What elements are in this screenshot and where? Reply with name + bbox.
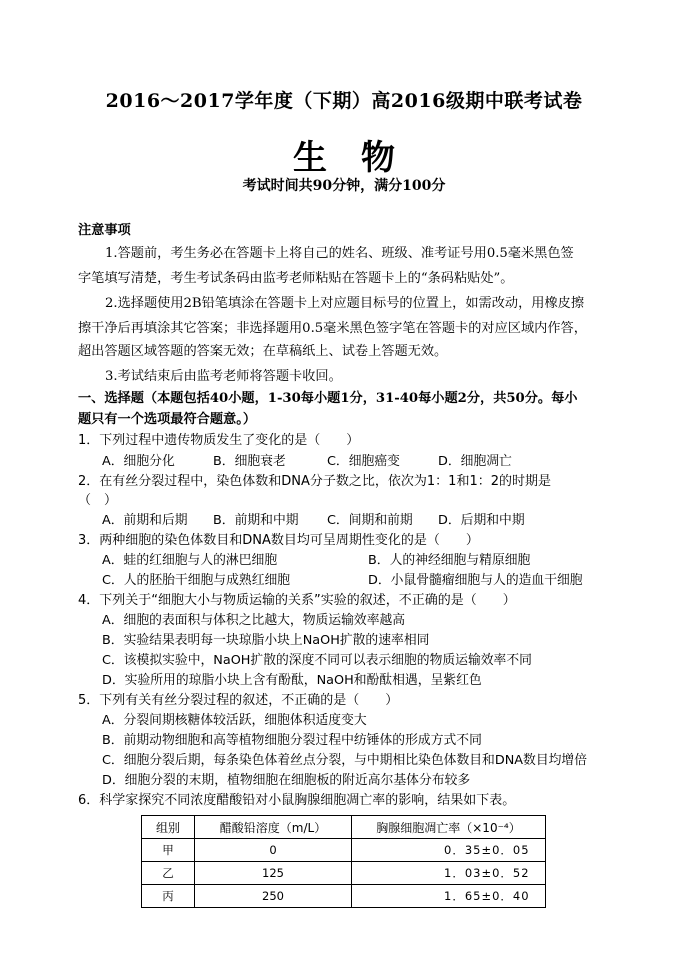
note-line: 擦干净后再填涂其它答案；非选择题用0.5毫米黑色签字笔在答题卡的对应区域内作答， xyxy=(78,321,587,336)
table-cell: 250 xyxy=(195,885,352,908)
table-cell: 甲 xyxy=(142,839,195,862)
question-stem: （ ） xyxy=(78,493,118,508)
option-c: C．细胞分裂后期，每条染色体着丝点分裂，与中期相比染色体数目和DNA数目均增倍 xyxy=(102,753,588,768)
section-heading: 题只有一个选项最符合题意。） xyxy=(78,412,257,427)
table-cell: 0 xyxy=(195,839,352,862)
note-line: 1.答题前，考生务必在答题卡上将自己的姓名、班级、准考证号用0.5毫米黑色签 xyxy=(105,246,574,261)
option-b: B．细胞衰老 xyxy=(213,454,286,469)
subject-title: 生物 xyxy=(293,138,429,178)
option-c: C．该模拟实验中，NaOH扩散的深度不同可以表示细胞的物质运输效率不同 xyxy=(102,653,532,668)
table-row xyxy=(142,885,546,908)
option-a: A．前期和后期 xyxy=(102,513,188,528)
table-cell: 乙 xyxy=(142,862,195,885)
option-d: D．细胞凋亡 xyxy=(438,454,512,469)
table-cell: 丙 xyxy=(142,885,195,908)
option-a: A．细胞分化 xyxy=(102,454,175,469)
table-row xyxy=(142,862,546,885)
option-c: C．细胞癌变 xyxy=(327,454,400,469)
option-b: B．实验结果表明每一块琼脂小块上NaOH扩散的速率相同 xyxy=(102,633,430,648)
table-cell: 125 xyxy=(195,862,352,885)
option-d: D．实验所用的琼脂小块上含有酚酞，NaOH和酚酞相遇，呈紫红色 xyxy=(102,673,482,688)
table-header-row xyxy=(142,816,546,839)
question-stem: 3．两种细胞的染色体数目和DNA数目均可呈周期性变化的是（ ） xyxy=(78,533,479,548)
question-stem: 4．下列关于“细胞大小与物质运输的关系”实验的叙述，不正确的是（ ） xyxy=(78,593,516,608)
note-line: 字笔填写清楚，考生考试条码由监考老师粘贴在答题卡上的“条码粘贴处”。 xyxy=(78,271,514,286)
table-header: 胸腺细胞凋亡率（×10⁻⁴） xyxy=(352,816,546,839)
option-a: A．蛙的红细胞与人的淋巴细胞 xyxy=(102,553,278,568)
note-line: 超出答题区域答题的答案无效；在草稿纸上、试卷上答题无效。 xyxy=(78,344,448,359)
option-b: B．前期和中期 xyxy=(213,513,299,528)
table-cell: 1．65±0．40 xyxy=(352,885,546,908)
question-stem: 5．下列有关有丝分裂过程的叙述，不正确的是（ ） xyxy=(78,693,399,708)
table-cell: 0．35±0．05 xyxy=(352,839,546,862)
question-stem: 2．在有丝分裂过程中，染色体数和DNA分子数之比，依次为1：1和1：2的时期是 xyxy=(78,474,551,489)
option-a: A．细胞的表面积与体积之比越大，物质运输效率越高 xyxy=(102,613,406,628)
question-stem: 6．科学家探究不同浓度醋酸铅对小鼠胸腺细胞凋亡率的影响，结果如下表。 xyxy=(78,793,516,808)
option-d: D．细胞分裂的末期，植物细胞在细胞板的附近高尔基体分布较多 xyxy=(102,773,471,788)
table-header: 醋酸铅溶度（m/L） xyxy=(195,816,352,839)
results-table xyxy=(141,815,546,908)
option-b: B．人的神经细胞与精原细胞 xyxy=(368,553,531,568)
section-heading: 一、选择题（本题包括40小题，1-30每小题1分，31-40每小题2分，共50分。每小 xyxy=(78,391,578,406)
table-row xyxy=(142,839,546,862)
exam-time-note: 考试时间共90分钟，满分100分 xyxy=(242,178,446,194)
table-cell: 1．03±0．52 xyxy=(352,862,546,885)
notes-heading: 注意事项 xyxy=(78,223,131,238)
option-c: C．人的胚胎干细胞与成熟红细胞 xyxy=(102,573,291,588)
option-d: D．小鼠骨髓瘤细胞与人的造血干细胞 xyxy=(368,573,583,588)
note-line: 2.选择题使用2B铅笔填涂在答题卡上对应题目标号的位置上，如需改动，用橡皮擦 xyxy=(105,296,585,311)
option-b: B．前期动物细胞和高等植物细胞分裂过程中纺锤体的形成方式不同 xyxy=(102,733,482,748)
option-a: A．分裂间期核糖体较活跃，细胞体积适度变大 xyxy=(102,713,367,728)
option-d: D．后期和中期 xyxy=(438,513,525,528)
note-line: 3.考试结束后由监考老师将答题卡收回。 xyxy=(105,369,342,384)
exam-title: 2016～2017学年度（下期）高2016级期中联考试卷 xyxy=(105,90,583,112)
option-c: C．间期和前期 xyxy=(327,513,413,528)
table-header: 组别 xyxy=(142,816,195,839)
question-stem: 1．下列过程中遗传物质发生了变化的是（ ） xyxy=(78,433,360,448)
